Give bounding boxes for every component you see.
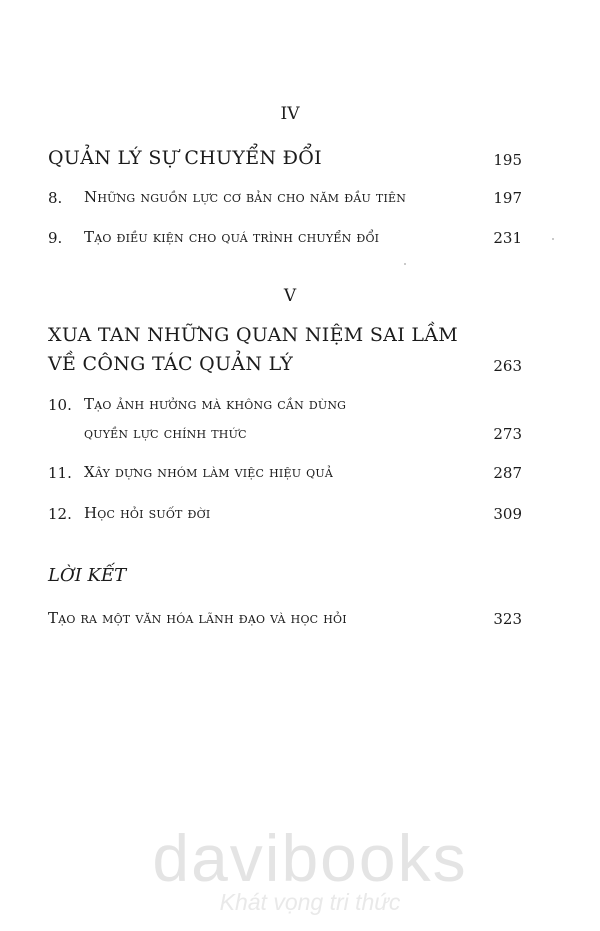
chapter-8-number: 8.	[48, 189, 63, 207]
scan-speck	[404, 263, 406, 265]
part-5-title-line-1: XUA TAN NHỮNG QUAN NIỆM SAI LẦM	[48, 324, 459, 346]
chapter-8-page: 197	[493, 189, 522, 207]
chapter-12-number: 12.	[48, 505, 72, 523]
epilogue-entry-title: Tạo ra một văn hóa lãnh đạo và học hỏi	[48, 609, 347, 627]
part-5-page: 263	[493, 357, 522, 375]
chapter-8-title: Những nguồn lực cơ bản cho năm đầu tiên	[84, 188, 407, 206]
chapter-10-number: 10.	[48, 396, 72, 414]
chapter-9-number: 9.	[48, 229, 63, 247]
epilogue-heading: LỜI KẾT	[48, 565, 127, 586]
chapter-9-title: Tạo điều kiện cho quá trình chuyển đổi	[84, 228, 380, 246]
chapter-10-title-line-1: Tạo ảnh hưởng mà không cần dùng	[84, 395, 347, 413]
chapter-12-page: 309	[493, 505, 522, 523]
part-5-numeral: V	[283, 286, 297, 306]
scan-speck	[552, 238, 554, 240]
part-4-numeral: IV	[280, 104, 300, 124]
chapter-11-number: 11.	[48, 464, 72, 482]
epilogue-page: 323	[493, 610, 522, 628]
chapter-11-title: Xây dựng nhóm làm việc hiệu quả	[84, 463, 333, 481]
part-4-page: 195	[493, 151, 522, 169]
watermark-brand: davibooks	[152, 821, 468, 895]
part-4-title: QUẢN LÝ SỰ CHUYỂN ĐỔI	[48, 147, 322, 169]
chapter-10-page: 273	[493, 425, 522, 443]
chapter-9-page: 231	[493, 229, 522, 247]
watermark-tagline: Khát vọng tri thức	[219, 889, 401, 915]
chapter-12-title: Học hỏi suốt đời	[84, 504, 211, 522]
chapter-10-title-line-2: quyền lực chính thức	[84, 424, 247, 442]
publisher-watermark	[150, 821, 470, 916]
chapter-11-page: 287	[493, 464, 522, 482]
part-5-title-line-2: VỀ CÔNG TÁC QUẢN LÝ	[48, 353, 294, 375]
